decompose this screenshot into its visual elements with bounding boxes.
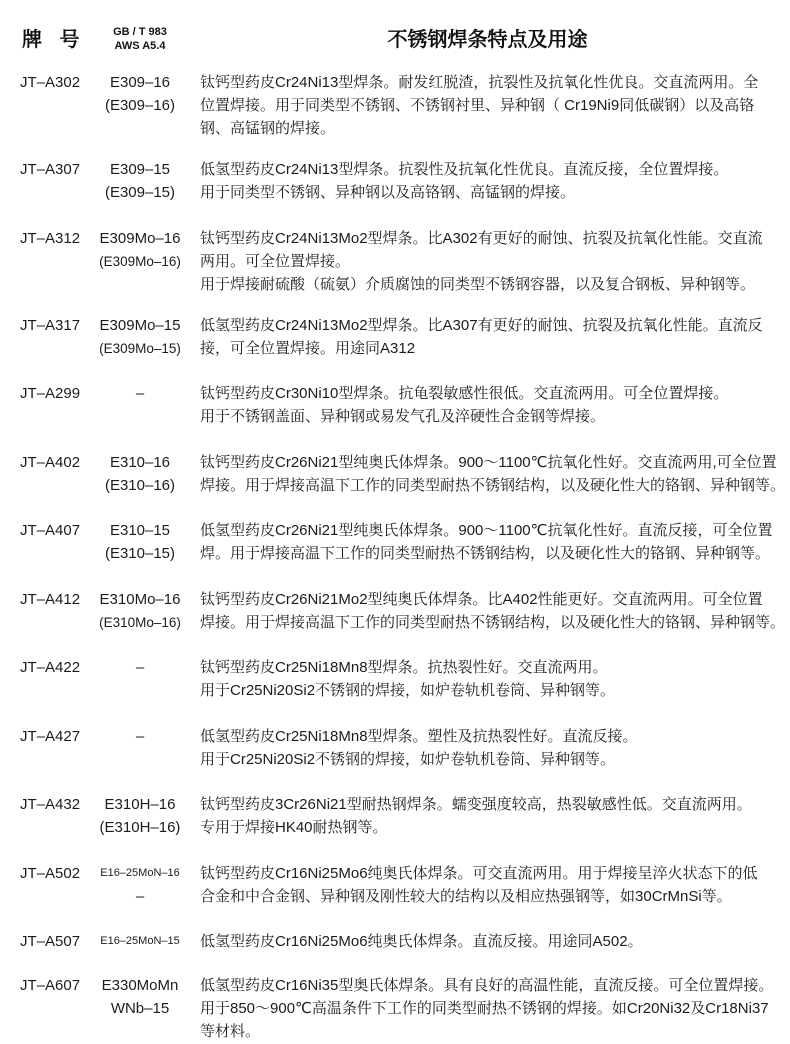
- standard-code: (E310Mo–16): [99, 614, 181, 630]
- standard-code: –: [135, 659, 145, 676]
- grade-code: JT–A299: [20, 385, 81, 402]
- electrode-row: [0, 974, 790, 1043]
- description-line: 钛钙型药皮Cr26Ni21型纯奥氏体焊条。900～1100℃抗氧化性好。交直流两用,可全位置: [200, 453, 777, 471]
- description-line: 低氢型药皮Cr24Ni13Mo2型焊条。比A307有更好的耐蚀、抗裂及抗氧化性能。直流反: [200, 316, 763, 334]
- description-line: 焊。用于焊接高温下工作的同类型耐热不锈钢结构，以及硬化性大的铬钢、异种钢等。: [200, 545, 771, 562]
- electrode-row: [0, 793, 790, 862]
- electrode-row: [0, 725, 790, 794]
- description-line: 钢、高锰钢的焊接。: [200, 120, 336, 137]
- standard-code: (E309–16): [104, 97, 176, 114]
- electrode-row: [0, 382, 790, 451]
- standard-header-gb: GB / T 983: [113, 26, 167, 38]
- grade-code: JT–A402: [20, 453, 81, 471]
- description-line: 位置焊接。用于同类型不锈钢、不锈钢衬里、异种钢（ Cr19Ni9同低碳钢）以及高铬: [200, 97, 755, 114]
- grade-code: JT–A412: [20, 590, 81, 608]
- grade-code: JT–A407: [20, 522, 81, 539]
- standard-code: E310–15: [109, 522, 171, 539]
- description-line: 低氢型药皮Cr25Ni18Mn8型焊条。塑性及抗热裂性好。直流反接。: [200, 727, 638, 745]
- standard-code: WNb–15: [110, 1000, 170, 1017]
- description-line: 用于850～900℃高温条件下工作的同类型耐热不锈钢的焊接。如Cr20Ni32及Cr18Ni37: [200, 1000, 769, 1017]
- grade-column-header: 牌 号: [22, 29, 80, 51]
- standard-code: (E310–15): [104, 545, 176, 562]
- grade-code: JT–A607: [20, 977, 81, 994]
- description-line: 焊接。用于焊接高温下工作的同类型耐热不锈钢结构，以及硬化性大的铬钢、异种钢等。: [200, 613, 785, 631]
- standard-cell: [99, 451, 181, 497]
- description-line: 钛钙型药皮Cr24Ni13Mo2型焊条。比A302有更好的耐蚀、抗裂及抗氧化性能。交直流: [200, 229, 763, 247]
- description-line: 低氢型药皮Cr24Ni13型焊条。抗裂性及抗氧化性优良。直流反接，全位置焊接。: [200, 161, 729, 178]
- description-cell: [200, 71, 785, 140]
- standard-code: E309Mo–15: [99, 316, 181, 334]
- table-header: [0, 0, 790, 64]
- description-line: 用于Cr25Ni20Si2不锈钢的焊接，如炉卷轨机卷筒、异种钢等。: [200, 750, 616, 768]
- description-cell: [200, 656, 785, 702]
- electrode-row: [0, 656, 790, 725]
- electrode-row: [0, 158, 790, 227]
- standard-code: E16–25MoN–15: [100, 935, 180, 947]
- description-line: 焊接。用于焊接高温下工作的同类型耐热不锈钢结构，以及硬化性大的铬钢、异种钢等。: [200, 476, 785, 494]
- standard-cell: [99, 519, 181, 565]
- description-cell: [200, 974, 785, 1043]
- description-line: 两用。可全位置焊接。: [200, 252, 351, 270]
- description-line: 等材料。: [200, 1023, 261, 1040]
- electrode-row: [0, 227, 790, 314]
- description-cell: [200, 588, 785, 634]
- grade-code: JT–A312: [20, 229, 81, 247]
- description-line: 接，可全位置焊接。用途同A312: [200, 339, 416, 357]
- grade-code: JT–A317: [20, 316, 81, 334]
- description-line: 钛钙型药皮Cr30Ni10型焊条。抗龟裂敏感性很低。交直流两用。可全位置焊接。: [200, 385, 729, 402]
- standard-code: E310H–16: [104, 796, 176, 813]
- standard-code: –: [135, 385, 145, 402]
- standard-code: E16–25MoN–16: [100, 866, 180, 879]
- grade-code: JT–A307: [20, 161, 81, 178]
- description-cell: [200, 314, 785, 360]
- description-cell: [200, 227, 785, 296]
- description-line: 钛钙型药皮Cr16Ni25Mo6纯奥氏体焊条。可交直流两用。用于焊接呈淬火状态下的低: [200, 864, 758, 882]
- standard-cell: [99, 725, 181, 748]
- electrode-row: [0, 314, 790, 383]
- standard-code: E309–15: [109, 161, 171, 178]
- standard-cell: [99, 314, 181, 360]
- electrode-row: [0, 588, 790, 657]
- description-line: 用于不锈钢盖面、异种钢或易发气孔及淬硬性合金钢等焊接。: [200, 408, 606, 425]
- grade-code: JT–A507: [20, 933, 81, 950]
- description-cell: [200, 725, 785, 771]
- standard-code: E310Mo–16: [99, 590, 181, 608]
- description-cell: [200, 158, 785, 204]
- description-cell: [200, 793, 785, 839]
- standard-cell: [99, 588, 181, 634]
- description-line: 钛钙型药皮Cr26Ni21Mo2型纯奥氏体焊条。比A402性能更好。交直流两用。可全位置: [200, 590, 763, 608]
- standard-cell: [99, 862, 181, 908]
- standard-cell: [99, 158, 181, 204]
- description-cell: [200, 930, 785, 953]
- description-line: 合金和中合金钢、异种钢及刚性较大的结构以及相应热强钢等，如30CrMnSi等。: [200, 887, 732, 905]
- electrode-row: [0, 451, 790, 520]
- description-cell: [200, 382, 785, 428]
- standard-cell: [99, 656, 181, 679]
- description-line: 专用于焊接HK40耐热钢等。: [200, 819, 388, 836]
- description-line: 低氢型药皮Cr26Ni21型纯奥氏体焊条。900～1100℃抗氧化性好。直流反接，可全位置: [200, 522, 773, 539]
- standard-code: (E310H–16): [99, 819, 181, 836]
- electrode-row: [0, 71, 790, 158]
- standard-column-header: [99, 25, 181, 53]
- description-line: 用于Cr25Ni20Si2不锈钢的焊接，如炉卷轨机卷筒、异种钢等。: [200, 682, 616, 699]
- description-column-header: 不锈钢焊条特点及用途: [387, 29, 588, 51]
- standard-cell: [99, 71, 181, 117]
- grade-code: JT–A432: [20, 796, 81, 813]
- electrode-row: [0, 930, 790, 974]
- standard-code: E310–16: [109, 453, 171, 471]
- description-line: 钛钙型药皮Cr24Ni13型焊条。耐发红脱渣，抗裂性及抗氧化性优良。交直流两用。全: [200, 74, 759, 91]
- description-line: 低氢型药皮Cr16Ni25Mo6纯奥氏体焊条。直流反接。用途同A502。: [200, 933, 643, 950]
- description-cell: [200, 862, 785, 908]
- grade-code: JT–A427: [20, 727, 81, 745]
- standard-header-aws: AWS A5.4: [114, 40, 166, 52]
- grade-code: JT–A302: [20, 74, 81, 91]
- description-line: 低氢型药皮Cr16Ni35型奥氏体焊条。具有良好的高温性能，直流反接。可全位置焊接。: [200, 977, 774, 994]
- description-line: 用于同类型不锈钢、异种钢以及高铬钢、高锰钢的焊接。: [200, 184, 576, 201]
- standard-cell: [99, 793, 181, 839]
- standard-code: (E309Mo–16): [99, 253, 181, 269]
- electrode-table: [0, 71, 790, 1043]
- grade-code: JT–A502: [20, 864, 81, 882]
- standard-code: (E309Mo–15): [99, 340, 181, 356]
- standard-cell: [99, 227, 181, 273]
- standard-code: (E309–15): [104, 184, 176, 201]
- electrode-row: [0, 862, 790, 931]
- standard-code: (E310–16): [104, 476, 176, 494]
- description-line: 钛钙型药皮3Cr26Ni21型耐热钢焊条。蠕变强度较高，热裂敏感性低。交直流两用。: [200, 796, 752, 813]
- description-cell: [200, 451, 785, 497]
- standard-code: –: [135, 887, 145, 905]
- standard-cell: [99, 382, 181, 405]
- grade-code: JT–A422: [20, 659, 81, 676]
- standard-code: E330MoMn: [101, 977, 179, 994]
- standard-code: E309Mo–16: [99, 229, 181, 247]
- standard-cell: [99, 930, 181, 953]
- standard-code: E309–16: [109, 74, 171, 91]
- standard-cell: [99, 974, 181, 1020]
- description-cell: [200, 519, 785, 565]
- electrode-row: [0, 519, 790, 588]
- standard-code: –: [135, 727, 145, 745]
- description-line: 用于焊接耐硫酸（硫氨）介质腐蚀的同类型不锈钢容器，以及复合钢板、异种钢等。: [200, 275, 756, 293]
- description-line: 钛钙型药皮Cr25Ni18Mn8型焊条。抗热裂性好。交直流两用。: [200, 659, 608, 676]
